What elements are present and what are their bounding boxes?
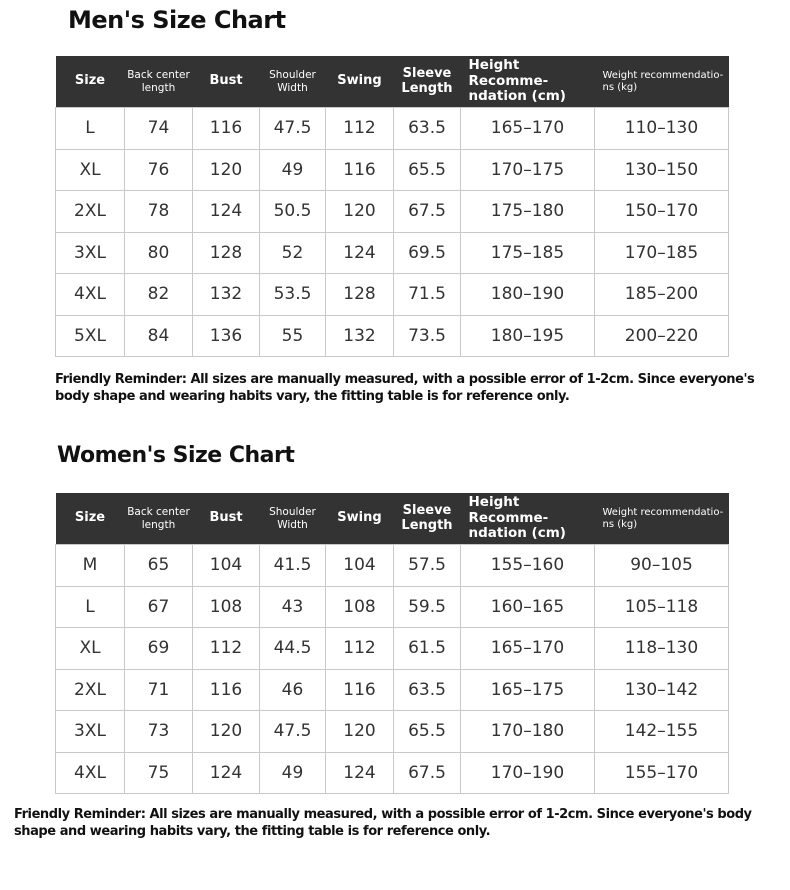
table-cell: 73.5	[394, 315, 461, 357]
table-cell: 104	[193, 545, 260, 587]
table-cell: 120	[193, 711, 260, 753]
table-cell: 73	[125, 711, 193, 753]
table-cell: 59.5	[394, 586, 461, 628]
table-cell: 65.5	[394, 149, 461, 191]
table-row	[56, 628, 729, 670]
table-cell: 124	[193, 191, 260, 233]
header-height-recommendation: Height Recomme-ndation (cm)	[461, 493, 595, 545]
table-cell: 2XL	[56, 191, 125, 233]
table-cell: 43	[260, 586, 326, 628]
table-cell: 124	[326, 752, 394, 794]
header-size: Size	[56, 56, 125, 108]
table-cell: 142–155	[595, 711, 729, 753]
table-cell: 61.5	[394, 628, 461, 670]
table-cell: 84	[125, 315, 193, 357]
table-cell: 69.5	[394, 232, 461, 274]
table-cell: 41.5	[260, 545, 326, 587]
table-cell: 112	[326, 108, 394, 150]
table-cell: 104	[326, 545, 394, 587]
table-cell: 136	[193, 315, 260, 357]
header-bust: Bust	[193, 493, 260, 545]
table-cell: 170–190	[461, 752, 595, 794]
table-cell: 170–175	[461, 149, 595, 191]
table-cell: 74	[125, 108, 193, 150]
table-row	[56, 315, 729, 357]
table-cell: 132	[326, 315, 394, 357]
table-cell: 2XL	[56, 669, 125, 711]
header-swing: Swing	[326, 493, 394, 545]
table-cell: XL	[56, 628, 125, 670]
table-cell: 185–200	[595, 274, 729, 316]
table-cell: 69	[125, 628, 193, 670]
header-shoulder-width: Shoulder Width	[260, 493, 326, 545]
table-cell: 116	[193, 108, 260, 150]
table-cell: 180–195	[461, 315, 595, 357]
table-row	[56, 191, 729, 233]
table-cell: 128	[193, 232, 260, 274]
table-cell: 76	[125, 149, 193, 191]
table-cell: L	[56, 108, 125, 150]
table-cell: 165–170	[461, 108, 595, 150]
table-row	[56, 149, 729, 191]
table-cell: 65.5	[394, 711, 461, 753]
table-cell: 200–220	[595, 315, 729, 357]
header-size: Size	[56, 493, 125, 545]
table-cell: 50.5	[260, 191, 326, 233]
table-cell: 3XL	[56, 711, 125, 753]
table-cell: 63.5	[394, 108, 461, 150]
table-cell: 52	[260, 232, 326, 274]
mens-table-body	[56, 108, 729, 357]
table-cell: 80	[125, 232, 193, 274]
table-row	[56, 545, 729, 587]
table-cell: 67.5	[394, 191, 461, 233]
table-cell: 155–170	[595, 752, 729, 794]
womens-table-body	[56, 545, 729, 794]
header-weight-recommendation: Weight recommendatio-ns (kg)	[595, 493, 729, 545]
table-cell: 71	[125, 669, 193, 711]
table-cell: 3XL	[56, 232, 125, 274]
table-cell: 49	[260, 752, 326, 794]
table-cell: 165–175	[461, 669, 595, 711]
table-cell: 4XL	[56, 274, 125, 316]
table-cell: 5XL	[56, 315, 125, 357]
table-cell: 65	[125, 545, 193, 587]
table-cell: 170–185	[595, 232, 729, 274]
table-cell: 4XL	[56, 752, 125, 794]
table-cell: 128	[326, 274, 394, 316]
table-cell: 47.5	[260, 711, 326, 753]
table-cell: 82	[125, 274, 193, 316]
table-cell: 118–130	[595, 628, 729, 670]
table-row	[56, 669, 729, 711]
table-cell: 55	[260, 315, 326, 357]
table-cell: XL	[56, 149, 125, 191]
table-cell: 105–118	[595, 586, 729, 628]
table-cell: 108	[193, 586, 260, 628]
header-back-center-length: Back center length	[125, 493, 193, 545]
table-cell: 170–180	[461, 711, 595, 753]
table-cell: 150–170	[595, 191, 729, 233]
table-cell: L	[56, 586, 125, 628]
table-cell: 130–150	[595, 149, 729, 191]
table-cell: 49	[260, 149, 326, 191]
table-row	[56, 232, 729, 274]
table-row	[56, 108, 729, 150]
table-cell: 175–180	[461, 191, 595, 233]
table-cell: 110–130	[595, 108, 729, 150]
header-sleeve-length: Sleeve Length	[394, 56, 461, 108]
table-row	[56, 752, 729, 794]
table-cell: 116	[193, 669, 260, 711]
table-row	[56, 586, 729, 628]
table-cell: 165–170	[461, 628, 595, 670]
header-sleeve-length: Sleeve Length	[394, 493, 461, 545]
table-cell: 180–190	[461, 274, 595, 316]
mens-size-table	[55, 56, 729, 357]
table-cell: 90–105	[595, 545, 729, 587]
header-shoulder-width: Shoulder Width	[260, 56, 326, 108]
table-cell: 67	[125, 586, 193, 628]
table-header-row	[56, 56, 729, 108]
table-cell: 112	[193, 628, 260, 670]
table-cell: 78	[125, 191, 193, 233]
table-row	[56, 274, 729, 316]
table-cell: 124	[326, 232, 394, 274]
table-cell: 53.5	[260, 274, 326, 316]
header-back-center-length: Back center length	[125, 56, 193, 108]
table-cell: 120	[326, 191, 394, 233]
header-bust: Bust	[193, 56, 260, 108]
table-cell: 112	[326, 628, 394, 670]
table-cell: 132	[193, 274, 260, 316]
table-cell: 57.5	[394, 545, 461, 587]
table-cell: 47.5	[260, 108, 326, 150]
mens-friendly-reminder: Friendly Reminder: All sizes are manually measured, with a possible error of 1-2cm. Since everyone's body shape and wearing habits vary, the fitting table is for reference only.	[55, 372, 755, 404]
table-header-row	[56, 493, 729, 545]
table-cell: 116	[326, 669, 394, 711]
table-cell: 120	[326, 711, 394, 753]
table-cell: 116	[326, 149, 394, 191]
mens-size-chart-title: Men's Size Chart	[68, 6, 286, 34]
table-cell: 75	[125, 752, 193, 794]
table-cell: 46	[260, 669, 326, 711]
table-cell: 44.5	[260, 628, 326, 670]
table-cell: 108	[326, 586, 394, 628]
table-cell: 160–165	[461, 586, 595, 628]
table-cell: 175–185	[461, 232, 595, 274]
womens-friendly-reminder: Friendly Reminder: All sizes are manually measured, with a possible error of 1-2cm. Since everyone's body shape and wearing habits vary, the fitting table is for reference only.	[14, 807, 752, 839]
table-cell: 71.5	[394, 274, 461, 316]
table-cell: 67.5	[394, 752, 461, 794]
table-cell: 120	[193, 149, 260, 191]
table-cell: 124	[193, 752, 260, 794]
table-cell: 155–160	[461, 545, 595, 587]
table-cell: M	[56, 545, 125, 587]
table-row	[56, 711, 729, 753]
table-cell: 130–142	[595, 669, 729, 711]
header-weight-recommendation: Weight recommendatio-ns (kg)	[595, 56, 729, 108]
header-height-recommendation: Height Recomme-ndation (cm)	[461, 56, 595, 108]
table-cell: 63.5	[394, 669, 461, 711]
header-swing: Swing	[326, 56, 394, 108]
womens-size-chart-title: Women's Size Chart	[57, 443, 295, 468]
womens-size-table	[55, 493, 729, 794]
